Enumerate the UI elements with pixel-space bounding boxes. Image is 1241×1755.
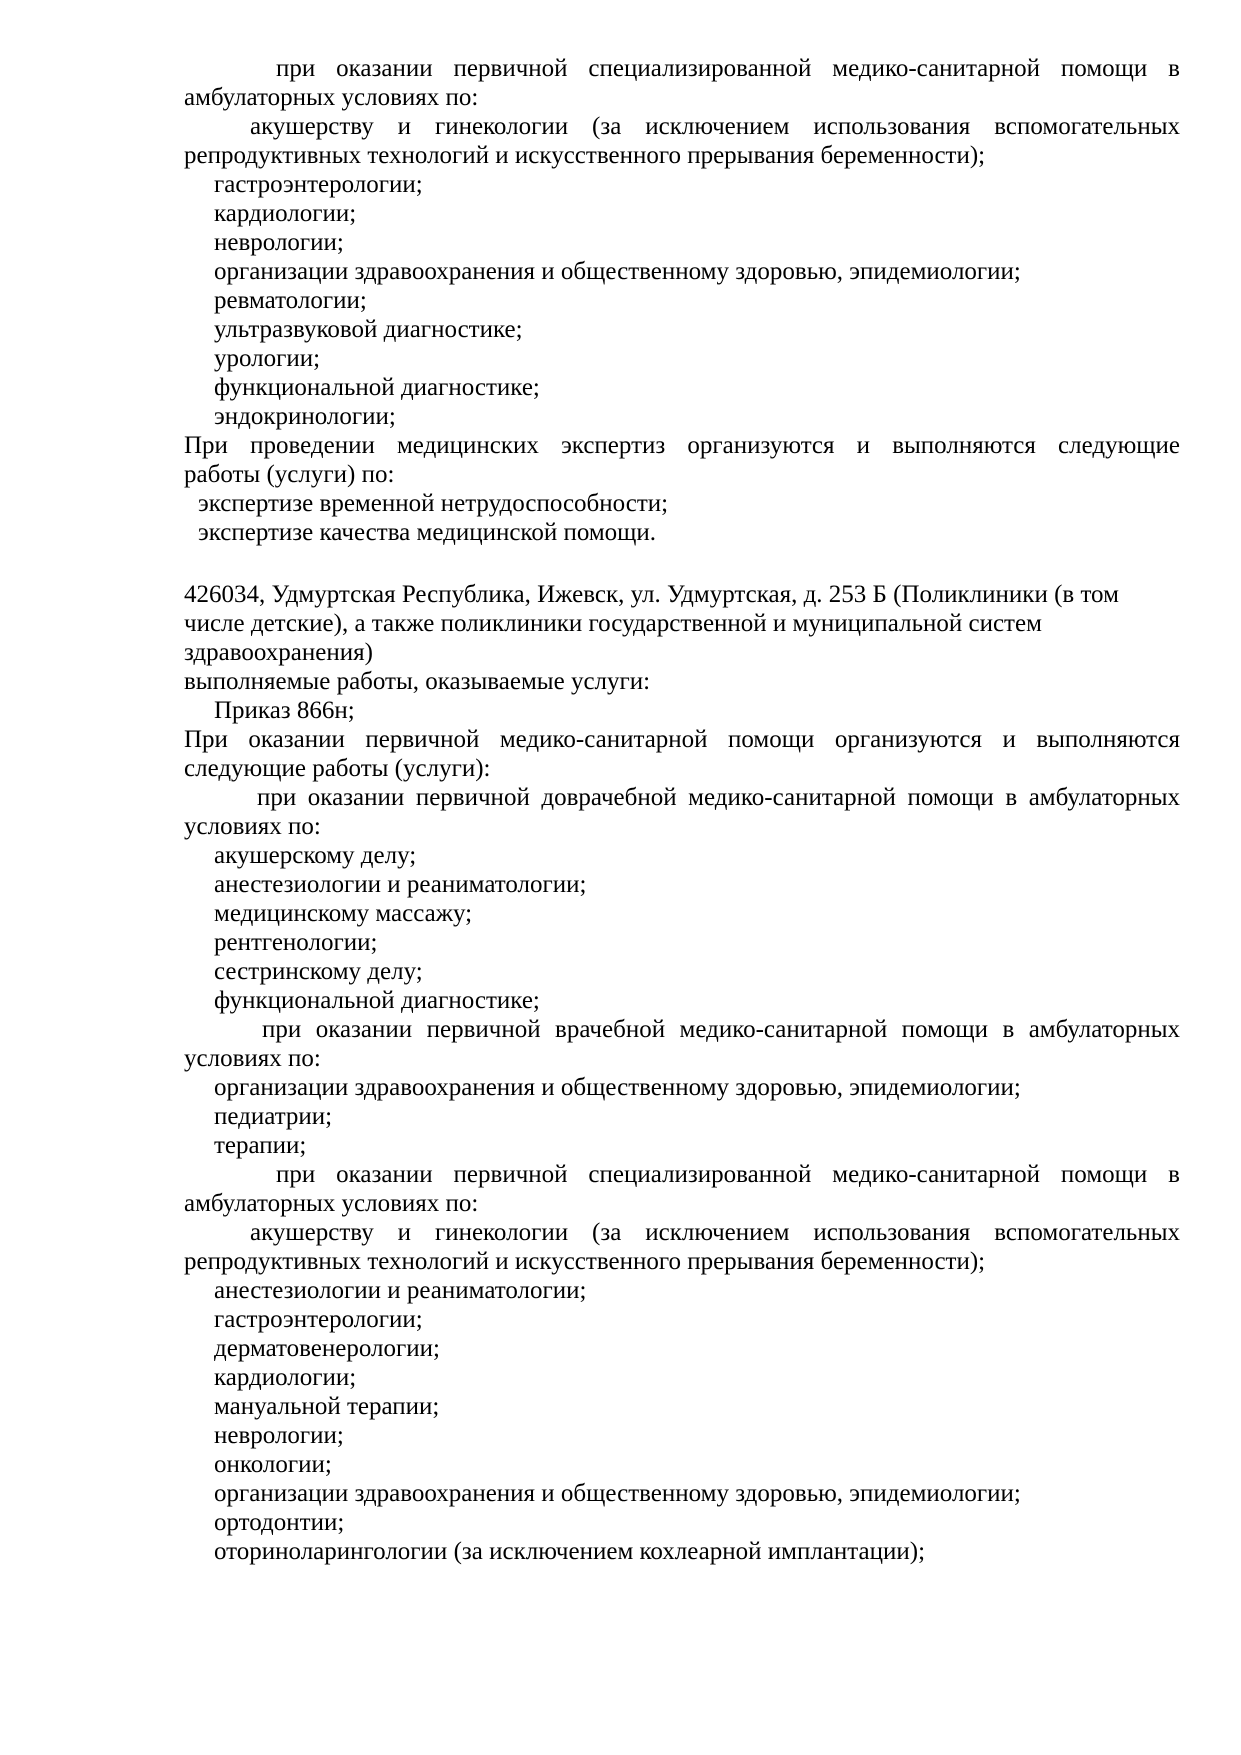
text-line: ортодонтии; [214,1509,345,1536]
text-line: ультразвуковой диагностике; [214,316,523,343]
text-line: урологии; [214,345,321,372]
text-line: при оказании первичной доврачебной медико-санитарной помощи в амбулаторных [257,784,1180,811]
text-line: неврологии; [214,1422,344,1449]
text-line: ревматологии; [214,287,367,314]
section-gap [184,547,1180,580]
text-line: следующие работы (услуги): [184,755,491,782]
text-line: организации здравоохранения и общественному здоровью, эпидемиологии; [214,1074,1021,1101]
text-line: условиях по: [184,1045,321,1072]
text-line: кардиологии; [214,1364,357,1391]
text-line: дерматовенерологии; [214,1335,440,1362]
text-line: анестезиологии и реаниматологии; [214,1277,587,1304]
text-line: кардиологии; [214,200,357,227]
text-line: здравоохранения) [184,639,373,666]
text-line: числе детские), а также поликлиники государственной и муниципальной систем [184,610,1042,637]
text-line: репродуктивных технологий и искусственного прерывания беременности); [184,142,986,169]
text-line: При проведении медицинских экспертиз организуются и выполняются следующие [184,432,1180,459]
text-line: экспертизе временной нетрудоспособности; [198,490,669,517]
text-line: рентгенологии; [214,929,378,956]
text-line: медицинскому массажу; [214,900,473,927]
text-line: педиатрии; [214,1103,333,1130]
text-line: онкологии; [214,1451,332,1478]
text-line: неврологии; [214,229,344,256]
text-line: работы (услуги) по: [184,461,395,488]
text-line: при оказании первичной специализированной медико-санитарной помощи в [276,55,1180,82]
text-line: при оказании первичной специализированной медико-санитарной помощи в [276,1161,1180,1188]
text-line: организации здравоохранения и общественному здоровью, эпидемиологии; [214,1480,1021,1507]
license-section-1 [184,54,1180,547]
text-line: сестринскому делу; [214,958,423,985]
text-line: при оказании первичной врачебной медико-санитарной помощи в амбулаторных [262,1016,1180,1043]
text-line: оториноларингологии (за исключением кохлеарной имплантации); [214,1538,926,1565]
text-line: гастроэнтерологии; [214,1306,423,1333]
text-line: экспертизе качества медицинской помощи. [198,519,657,546]
text-line: выполняемые работы, оказываемые услуги: [184,668,651,695]
text-line: мануальной терапии; [214,1393,440,1420]
text-line: амбулаторных условиях по: [184,1190,479,1217]
text-line: 426034, Удмуртская Республика, Ижевск, ул. Удмуртская, д. 253 Б (Поликлиники (в том [184,581,1119,608]
text-line: функциональной диагностике; [214,987,540,1014]
text-line: акушерству и гинекологии (за исключением использования вспомогательных [250,113,1180,140]
text-line: анестезиологии и реаниматологии; [214,871,587,898]
text-line: При оказании первичной медико-санитарной помощи организуются и выполняются [184,726,1180,753]
text-line: акушерскому делу; [214,842,417,869]
text-line: терапии; [214,1132,307,1159]
text-line: условиях по: [184,813,321,840]
text-line: функциональной диагностике; [214,374,540,401]
text-line: амбулаторных условиях по: [184,84,479,111]
text-line: эндокринологии; [214,403,396,430]
text-line: акушерству и гинекологии (за исключением использования вспомогательных [250,1219,1180,1246]
text-line: репродуктивных технологий и искусственного прерывания беременности); [184,1248,986,1275]
text-line: гастроэнтерологии; [214,171,423,198]
text-line: организации здравоохранения и общественному здоровью, эпидемиологии; [214,258,1021,285]
license-section-2 [184,580,1180,1566]
text-line: Приказ 866н; [214,697,355,724]
